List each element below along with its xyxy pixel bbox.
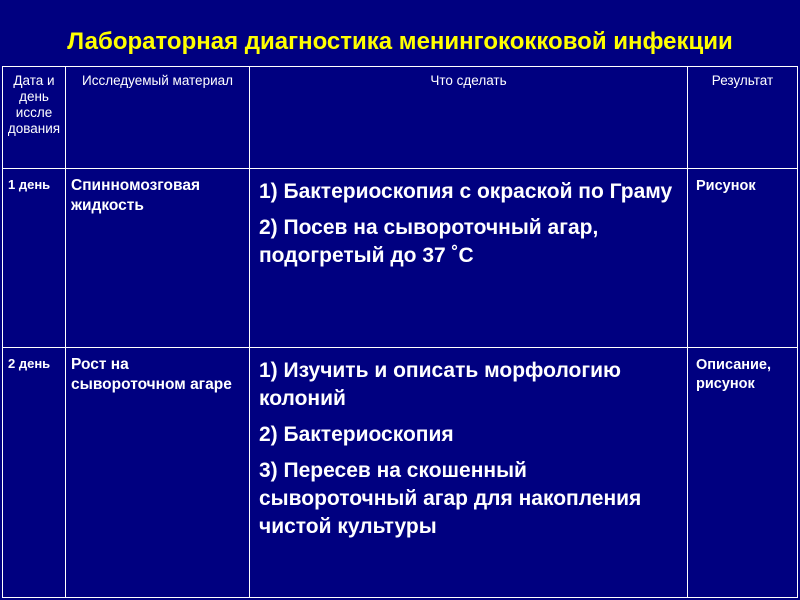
row-actions: [250, 169, 688, 347]
action-item: 1) Изучить и описать морфологию колоний: [259, 358, 621, 410]
header-action: Что сделать: [250, 67, 688, 169]
table-header-row: [3, 67, 798, 169]
action-item: 2) Бактериоскопия: [259, 422, 454, 446]
action-item: 2) Посев на сывороточный агар, подогретый до 37 ˚С: [259, 216, 599, 268]
row-material: Рост на сывороточном агаре: [66, 347, 250, 597]
table-row: [3, 169, 798, 347]
row-material: Спинномозговая жидкость: [66, 169, 250, 347]
header-result: Результат: [688, 67, 798, 169]
row-result: Рисунок: [688, 169, 798, 347]
header-date: Дата и день иссле дования: [3, 67, 66, 169]
header-material: Исследуемый материал: [66, 67, 250, 169]
slide-title: Лабораторная диагностика менингококковой инфекции: [67, 28, 733, 55]
row-day: 1 день: [3, 169, 66, 347]
row-actions: [250, 347, 688, 597]
action-item: 3) Пересев на скошенный сывороточный агар для накопления чистой культуры: [259, 458, 642, 538]
diagnostics-table: [2, 66, 798, 598]
row-result: Описание, рисунок: [688, 347, 798, 597]
action-item: 1) Бактериоскопия с окраской по Граму: [259, 180, 673, 204]
table-row: [3, 347, 798, 597]
row-day: 2 день: [3, 347, 66, 597]
